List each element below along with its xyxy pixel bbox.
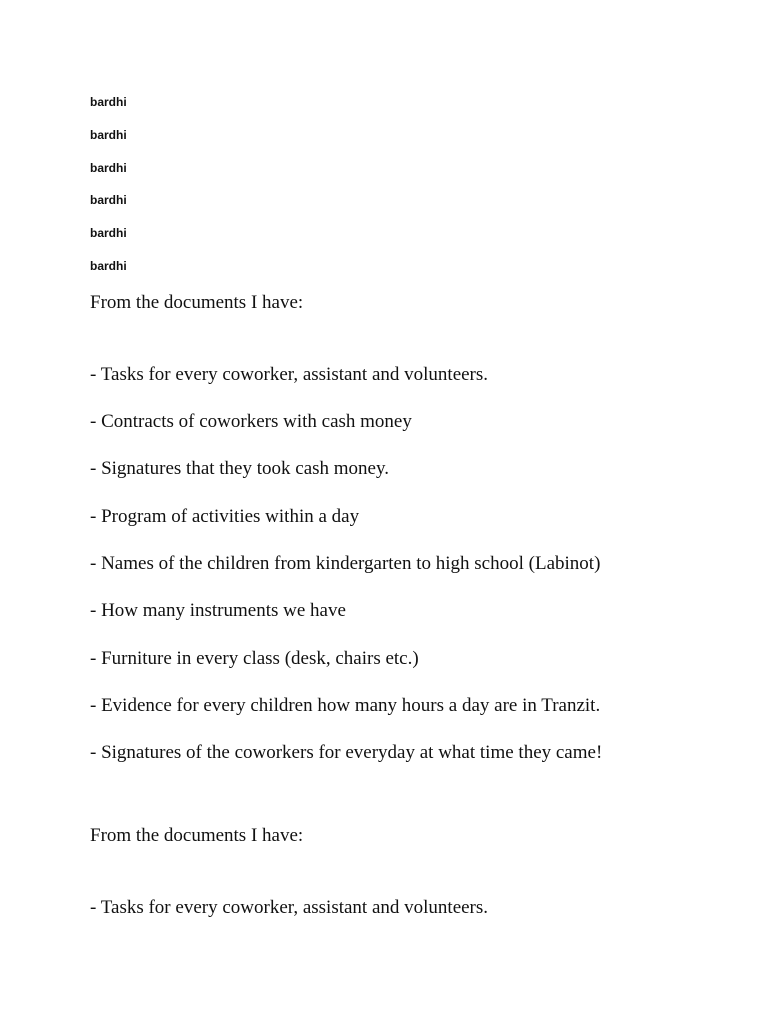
section-1-item-6: - How many instruments we have — [90, 600, 346, 621]
section-1-item-2: - Contracts of coworkers with cash money — [90, 411, 412, 432]
name-line-4: bardhi — [90, 193, 127, 207]
name-line-6: bardhi — [90, 259, 127, 273]
section-1-item-1: - Tasks for every coworker, assistant and volunteers. — [90, 364, 489, 385]
name-line-1: bardhi — [90, 95, 127, 109]
section-1-heading: From the documents I have: — [90, 292, 304, 313]
section-1-item-5: - Names of the children from kindergarten to high school (Labinot) — [90, 553, 601, 574]
section-2-heading: From the documents I have: — [90, 825, 304, 846]
section-1-item-4: - Program of activities within a day — [90, 506, 360, 527]
name-line-2: bardhi — [90, 128, 127, 142]
name-line-3: bardhi — [90, 161, 127, 175]
section-1-item-3: - Signatures that they took cash money. — [90, 458, 390, 479]
section-2-item-1: - Tasks for every coworker, assistant and volunteers. — [90, 897, 489, 918]
section-1-item-7: - Furniture in every class (desk, chairs etc.) — [90, 648, 419, 669]
section-1-item-9: - Signatures of the coworkers for everyday at what time they came! — [90, 742, 603, 763]
section-1-item-8: - Evidence for every children how many hours a day are in Tranzit. — [90, 695, 601, 716]
name-line-5: bardhi — [90, 226, 127, 240]
